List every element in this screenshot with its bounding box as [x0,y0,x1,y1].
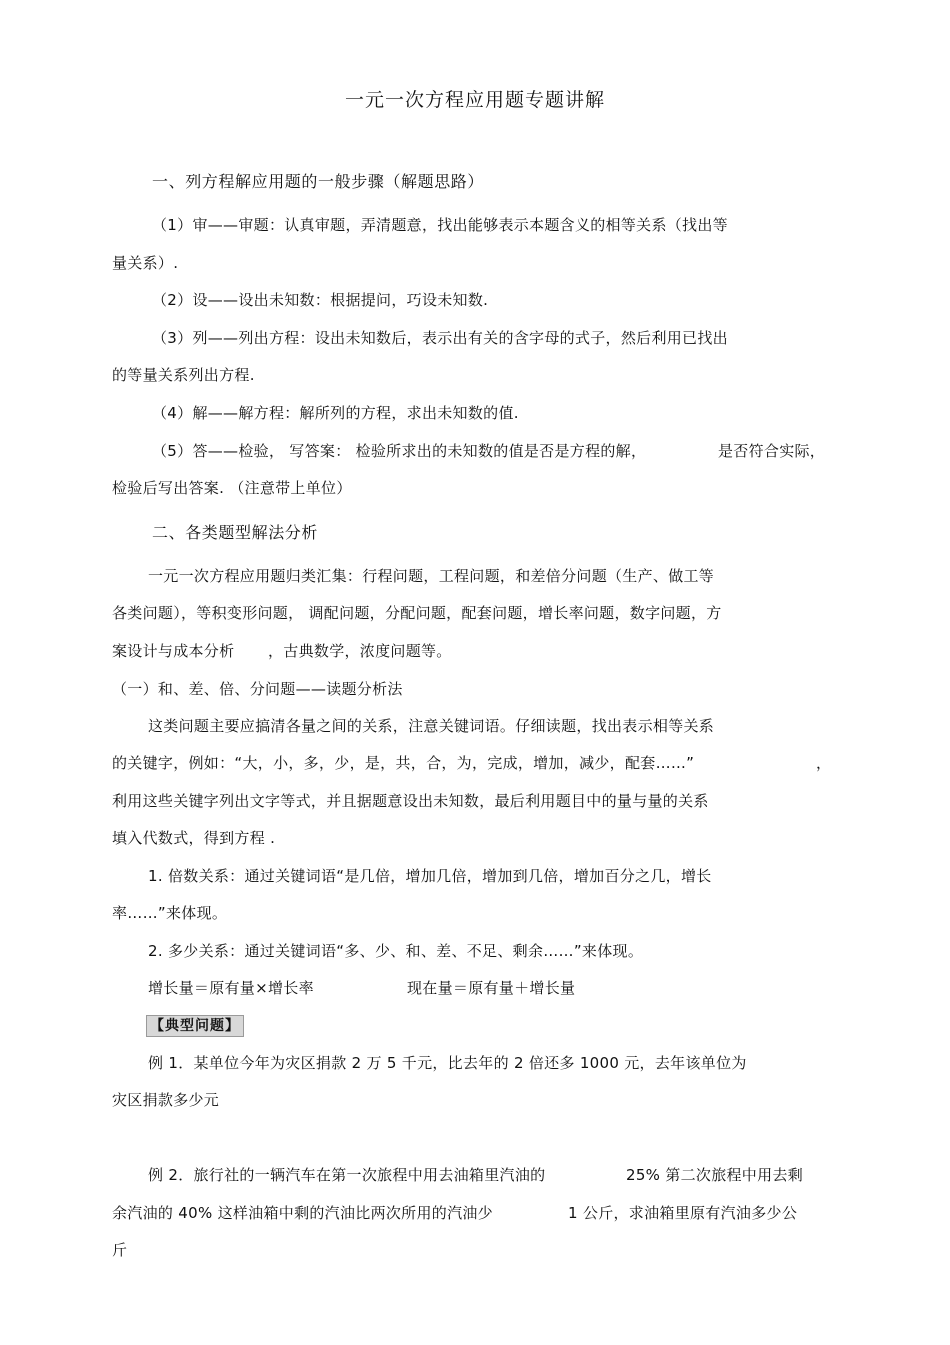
intro-line3-b: ，古典数学，浓度问题等。 [268,642,452,660]
step2: （2）设——设出未知数：根据提问，巧设未知数. [152,291,489,309]
example2-line1-a: 例 2．旅行社的一辆汽车在第一次旅程中用去油箱里汽油的 [148,1166,546,1184]
subsection1-heading: （一）和、差、倍、分问题——读题分析法 [112,680,403,698]
para-line2: 的关键字，例如：“大，小，多，少，是，共，合，为，完成，增加，减少，配套……” [112,754,695,772]
step1-line1: （1）审——审题：认真审题，弄清题意，找出能够表示本题含义的相等关系（找出等 [152,216,728,234]
formula-growth: 增长量＝原有量×增长率 [148,979,314,997]
item1-line1: 1. 倍数关系：通过关键词语“是几倍，增加几倍，增加到几倍，增加百分之几，增长 [148,867,712,885]
example2-line1-b: 25% 第二次旅程中用去剩 [626,1166,804,1184]
typical-problems-badge: 【典型问题】 [146,1015,244,1037]
page-title: 一元一次方程应用题专题讲解 [344,89,605,111]
step5-line1: （5）答——检验， 写答案： 检验所求出的未知数的值是否是方程的解， [152,442,647,460]
para-line3: 利用这些关键字列出文字等式，并且据题意设出未知数，最后利用题目中的量与量的关系 [112,792,709,810]
step1-line2: 量关系）. [112,254,179,272]
para-line1: 这类问题主要应搞清各量之间的关系，注意关键词语。仔细读题，找出表示相等关系 [148,717,715,735]
example2-line3: 斤 [112,1241,128,1259]
section1-heading: 一、列方程解应用题的一般步骤（解题思路） [152,172,485,191]
example2-line2-a: 余汽油的 40% 这样油箱中剩的汽油比两次所用的汽油少 [112,1204,493,1222]
para-line4: 填入代数式，得到方程 . [112,829,276,847]
item2: 2. 多少关系：通过关键词语“多、少、和、差、不足、剩余……”来体现。 [148,942,644,960]
para-line2-end: ， [816,754,832,772]
step5-line1-end: 是否符合实际， [718,442,826,460]
example1-line1: 例 1．某单位今年为灾区捐款 2 万 5 千元，比去年的 2 倍还多 1000 元，去年该单位为 [148,1054,747,1072]
step3-line2: 的等量关系列出方程. [112,366,255,384]
intro-line1: 一元一次方程应用题归类汇集：行程问题，工程问题，和差倍分问题（生产、做工等 [148,567,715,585]
example2-line2-b: 1 公斤，求油箱里原有汽油多少公 [568,1204,798,1222]
formula-current: 现在量＝原有量＋增长量 [407,979,576,997]
example1-line2: 灾区捐款多少元 [112,1091,220,1109]
step4: （4）解——解方程：解所列的方程，求出未知数的值. [152,404,519,422]
intro-line3-a: 案设计与成本分析 [112,642,235,660]
step5-line2: 检验后写出答案. （注意带上单位） [112,479,352,497]
section2-heading: 二、各类题型解法分析 [152,523,319,542]
intro-line2: 各类问题），等积变形问题， 调配问题，分配问题，配套问题，增长率问题，数字问题，方 [112,604,722,622]
step3-line1: （3）列——列出方程：设出未知数后，表示出有关的含字母的式子，然后利用已找出 [152,329,728,347]
item1-line2: 率……”来体现。 [112,904,228,922]
